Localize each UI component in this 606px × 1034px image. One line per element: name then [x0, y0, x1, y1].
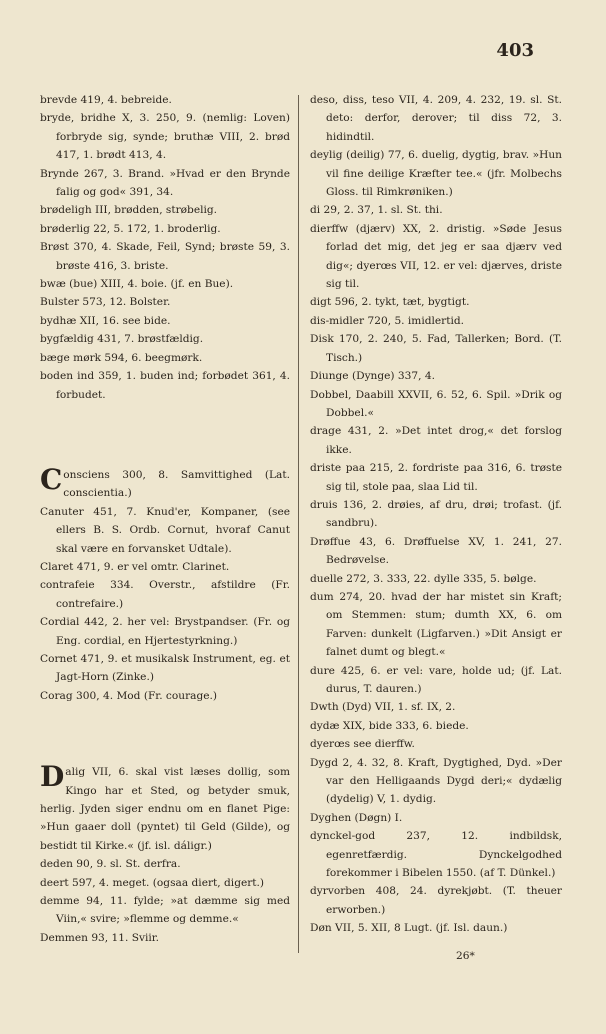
dictionary-entry: bwæ (bue) XIII, 4. boie. (jf. en Bue).	[40, 278, 234, 291]
dictionary-entry: duelle 272, 3. 333, 22. dylle 335, 5. bølge.	[310, 572, 537, 585]
dictionary-entry	[40, 760, 290, 855]
dictionary-entry: Diunge (Dynge) 337, 4.	[310, 370, 435, 383]
dictionary-entry	[40, 613, 290, 650]
dictionary-entry: druis 136, 2. drøies, af dru, drøi; trofast. (jf. sandbru).	[310, 498, 562, 530]
dictionary-entry: Bulster 573, 12. Bolster.	[40, 296, 171, 309]
dictionary-entry: Disk 170, 2. 240, 5. Fad, Tallerken; Bord. (T. Tisch.)	[310, 333, 562, 364]
dictionary-entry	[40, 929, 290, 947]
dictionary-entry: Dobbel, Daabill XXVII, 6. 52, 6. Spil. »Drik og Dobbel.«	[310, 388, 562, 419]
dictionary-entry	[40, 650, 290, 687]
dictionary-entry: brøderlig 22, 5. 172, 1. broderlig.	[40, 222, 221, 235]
dictionary-entry	[40, 855, 290, 873]
entry-text: demme 94, 11. fylde; »at dæmme sig med Viin,« svire; »flemme og demme.«	[40, 895, 290, 926]
dictionary-entry: dure 425, 6. er vel: vare, holde ud; (jf. Lat. durus, T. dauren.)	[310, 664, 562, 695]
dictionary-entry: driste paa 215, 2. fordriste paa 316, 6. trøste sig til, stole paa, slaa Lid til.	[310, 462, 562, 493]
left-column	[40, 91, 290, 947]
dictionary-entry: bydhæ XII, 16. see bide.	[40, 314, 171, 327]
dictionary-entry: Drøffue 43, 6. Drøffuelse XV, 1. 241, 27. Bedrøvelse.	[310, 535, 562, 567]
dictionary-entry: dum 274, 20. hvad der har mistet sin Kraft; om Stemmen: stum; dumth XX, 6. om Farven: dunkelt (Ligfarven.) »Dit Ansigt er falnet dumt og blegt.«	[310, 590, 562, 659]
dictionary-entry: Dwth (Dyd) VII, 1. sf. IX, 2.	[310, 701, 456, 714]
dictionary-entry: boden ind 359, 1. buden ind; forbødet 361, 4. forbudet.	[40, 370, 290, 401]
dictionary-entry	[40, 874, 290, 892]
entry-text: Demmen 93, 11. Sviir.	[40, 931, 160, 944]
dictionary-entry: dydæ XIX, bide 333, 6. biede.	[310, 719, 469, 732]
entry-text: Canuter 451, 7. Knud'er, Kompaner, (see ellers B. S. Ordb. Cornut, hvoraf Canut skal være en forvansket Udtale).	[40, 505, 290, 555]
dictionary-entry: bryde, bridhe X, 3. 250, 9. (nemlig: Loven) forbryde sig, synde; bruthæ VIII, 2. brød 417, 1. brødt 413, 4.	[40, 112, 290, 162]
dictionary-entry: deylig (deilig) 77, 6. duelig, dygtig, brav. »Hun vil fine deilige Kræfter tee.« (jfr. Molbechs Gloss. til Rimkrøniken.)	[310, 149, 562, 199]
dictionary-entry: Brynde 267, 3. Brand. »Hvad er den Brynde falig og god« 391, 34.	[40, 167, 290, 199]
dictionary-entry: Dyghen (Døgn) I.	[310, 811, 403, 824]
drop-cap: D	[40, 760, 65, 794]
right-column	[310, 91, 562, 938]
drop-cap: C	[40, 462, 63, 496]
page-number: 403	[496, 40, 534, 61]
dictionary-entry	[40, 576, 290, 613]
dictionary-entry: brevde 419, 4. bebreide.	[40, 94, 172, 106]
dictionary-entry: digt 596, 2. tykt, tæt, bygtigt.	[310, 296, 470, 309]
entry-text: Cornet 471, 9. et musikalsk Instrument, eg. et Jagt-Horn (Zinke.)	[40, 652, 290, 684]
dictionary-entry: dyerœs see dierffw.	[310, 738, 415, 751]
dictionary-entry: dynckel-god 237, 12. indbildsk, egenretfærdig. Dynckelgodhed forekommer i Bibelen 1550. (af T. Dünkel.)	[310, 830, 562, 880]
entry-text: deert 597, 4. meget. (ogsaa diert, digert.)	[40, 876, 265, 889]
dictionary-entry: brødeligh III, brødden, strøbelig.	[40, 204, 218, 217]
entry-text: contrafeie 334. Overstr., afstildre (Fr. contrefaire.)	[40, 579, 290, 610]
dictionary-entry: bæge mørk 594, 6. beegmørk.	[40, 351, 203, 364]
dictionary-entry: bygfældig 431, 7. brøstfældig.	[40, 333, 204, 346]
entry-text: Claret 471, 9. er vel omtr. Clarinet.	[40, 560, 230, 573]
dictionary-entry	[40, 687, 290, 705]
column-rule	[298, 95, 299, 953]
dictionary-entry: dyrvorben 408, 24. dyrekjøbt. (T. theuer erworben.)	[310, 885, 562, 916]
dictionary-entry: dierffw (djærv) XX, 2. dristig. »Søde Jesus forlad det mig, det jeg er saa djærv ved dig«; dyerœs VII, 12. er vel: djærves, driste sig til.	[310, 222, 562, 291]
dictionary-entry: Døn VII, 5. XII, 8 Lugt. (jf. Isl. daun.)	[310, 922, 508, 935]
dictionary-entry	[40, 503, 290, 558]
dictionary-entry	[40, 892, 290, 929]
entry-text: deden 90, 9. sl. St. derfra.	[40, 858, 181, 871]
dictionary-entry: Brøst 370, 4. Skade, Feil, Synd; brøste 59, 3. brøste 416, 3. briste.	[40, 241, 290, 272]
entry-text: alig VII, 6. skal vist læses dollig, som Kingo har et Sted, og betyder smuk, herlig. Jyden siger endnu om en flanet Pige: »Hun gaaer doll (pyntet) til Geld (Gilde), og bestidt til Kirke.« (jf. isl. dáligr.)	[40, 766, 290, 852]
printer-signature: 26*	[456, 950, 475, 962]
entry-text: Cordial 442, 2. her vel: Brystpandser. (Fr. og Eng. cordial, en Hjertestyrkning.)	[40, 616, 290, 647]
entry-text: Corag 300, 4. Mod (Fr. courage.)	[40, 689, 217, 702]
dictionary-entry: di 29, 2. 37, 1. sl. St. thi.	[310, 204, 443, 217]
dictionary-entry: deso, diss, teso VII, 4. 209, 4. 232, 19. sl. St. deto: derfor, derover; til diss 72, 3. hidindtil.	[310, 94, 562, 143]
dictionary-entry: Dygd 2, 4. 32, 8. Kraft, Dygtighed, Dyd. »Der var den Helligaands Dygd deri;« dydælig (dydelig) V, 1. dydig.	[310, 756, 562, 806]
dictionary-entry: drage 431, 2. »Det intet drog,« det forslog ikke.	[310, 425, 562, 456]
entry-text: onsciens 300, 8. Samvittighed (Lat. conscientia.)	[63, 468, 290, 500]
dictionary-entry	[40, 462, 290, 503]
dictionary-entry	[40, 558, 290, 576]
dictionary-entry: dis-midler 720, 5. imidlertid.	[310, 314, 465, 327]
